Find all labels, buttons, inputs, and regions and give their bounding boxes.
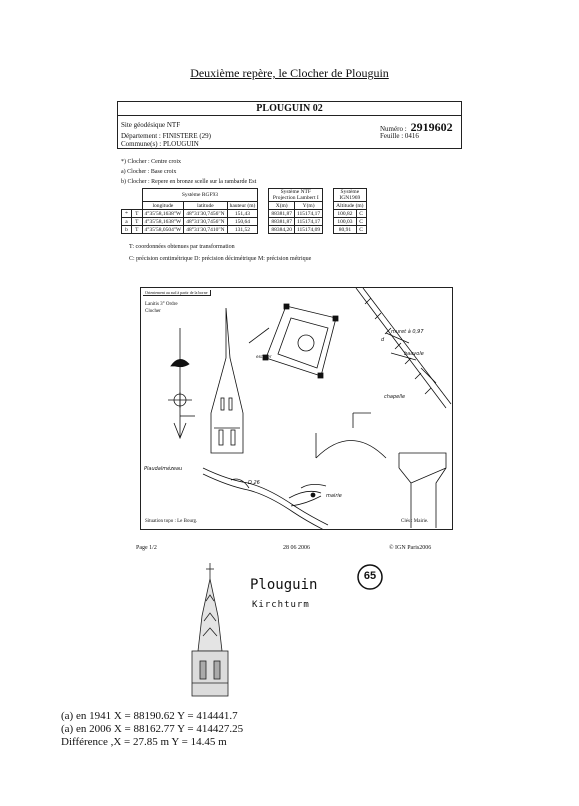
col-header: latitude [184, 202, 227, 210]
chapelle-label: chapelle [384, 394, 406, 400]
note-item: *) Clocher : Centre croix [121, 159, 181, 165]
footer-page: Page 1/2 [136, 545, 157, 551]
col-header: X(m) [269, 202, 295, 210]
coordinates-table [121, 188, 367, 234]
page-title: Deuxième repère, le Clocher de Plouguin [190, 66, 389, 80]
photo-name: Plouguin [250, 577, 318, 593]
numero-label: Numéro : [380, 125, 407, 133]
fiche-departement: Département : FINISTERE (29) [121, 132, 212, 140]
legend-line: C: précision centimétrique D: précision décimétrique M: précision métrique [129, 256, 312, 262]
figure-clocher: Clocher [145, 309, 161, 314]
fiche-site: Site géodésique NTF [121, 121, 181, 129]
point-notes [121, 157, 256, 187]
measure-line: Différence ,X = 27.85 m Y = 14.45 m [61, 736, 227, 748]
sketch-figure [140, 287, 453, 530]
fiche-name: PLOUGUIN 02 [118, 103, 461, 116]
mairie-label: mairie [326, 493, 342, 499]
figure-lanterne: Lanitis 3° Ordre [145, 302, 178, 307]
d-label: d [381, 337, 385, 343]
fiche-commune: Commune(s) : PLOUGUIN [121, 140, 199, 148]
col-header: hauteur (m) [227, 202, 258, 210]
table-row: a T 4°35'58,1638"W 48°31'30,7456"N 150,64 88381,87 115174,17 100,03 C [122, 218, 367, 226]
measurements [61, 710, 243, 749]
route-label: D 26 [248, 480, 260, 486]
place-label: Plaudalmézeau [144, 466, 183, 472]
col-header: Y(m) [295, 202, 323, 210]
legend [129, 241, 311, 265]
situation-label: Situation topo : Le Bourg. [145, 519, 198, 524]
fiche-feuille: Feuille : 0416 [380, 132, 419, 140]
note-item: b) Clocher : Repere en bronze scelle sur la rambarde Est [121, 179, 257, 185]
muret-label: muret à 0,97 [391, 329, 424, 335]
photo-subtitle: Kirchturm [252, 600, 310, 610]
figure-header: Orientement au sud à partir de la borne [143, 290, 211, 296]
measure-line: (a) en 2006 X = 88162.77 Y = 414427.25 [61, 723, 244, 735]
sketch-drawing [141, 288, 452, 529]
table-row: b T 4°35'58,0504"W 48°31'30,7410"N 131,52 88384,20 115174,09 80,91 C [122, 226, 367, 234]
measure-line: (a) en 1941 X = 88190.62 Y = 414441.7 [61, 710, 238, 722]
steeple-photo [170, 561, 420, 701]
footer-date: 28 06 2006 [283, 545, 310, 551]
escalier-label: escalier [256, 354, 272, 359]
photo-number: 65 [363, 570, 377, 582]
table-row: * T 4°35'58,1638"W 48°31'30,7456"N 151,43 88381,87 115174,17 100,82 C [122, 210, 367, 218]
col-header: Altitude (m) [334, 202, 366, 210]
note-item: a) Clocher : Base croix [121, 169, 177, 175]
numero-value: 2919602 [410, 120, 453, 134]
header-ntf: Système NTF Projection Lambert I [269, 189, 323, 202]
footer-copyright: © IGN Paris2006 [389, 545, 432, 551]
col-header: longitude [142, 202, 184, 210]
cles-label: Clés : Mairie. [401, 519, 429, 524]
baavole-label: baavole [404, 351, 424, 357]
header-rgf93: Système RGF93 [142, 189, 258, 202]
fiche-header [117, 101, 462, 149]
legend-line: T: coordonnées obtenues par transformation [129, 244, 235, 250]
header-ign: Système IGN1969 [334, 189, 366, 202]
